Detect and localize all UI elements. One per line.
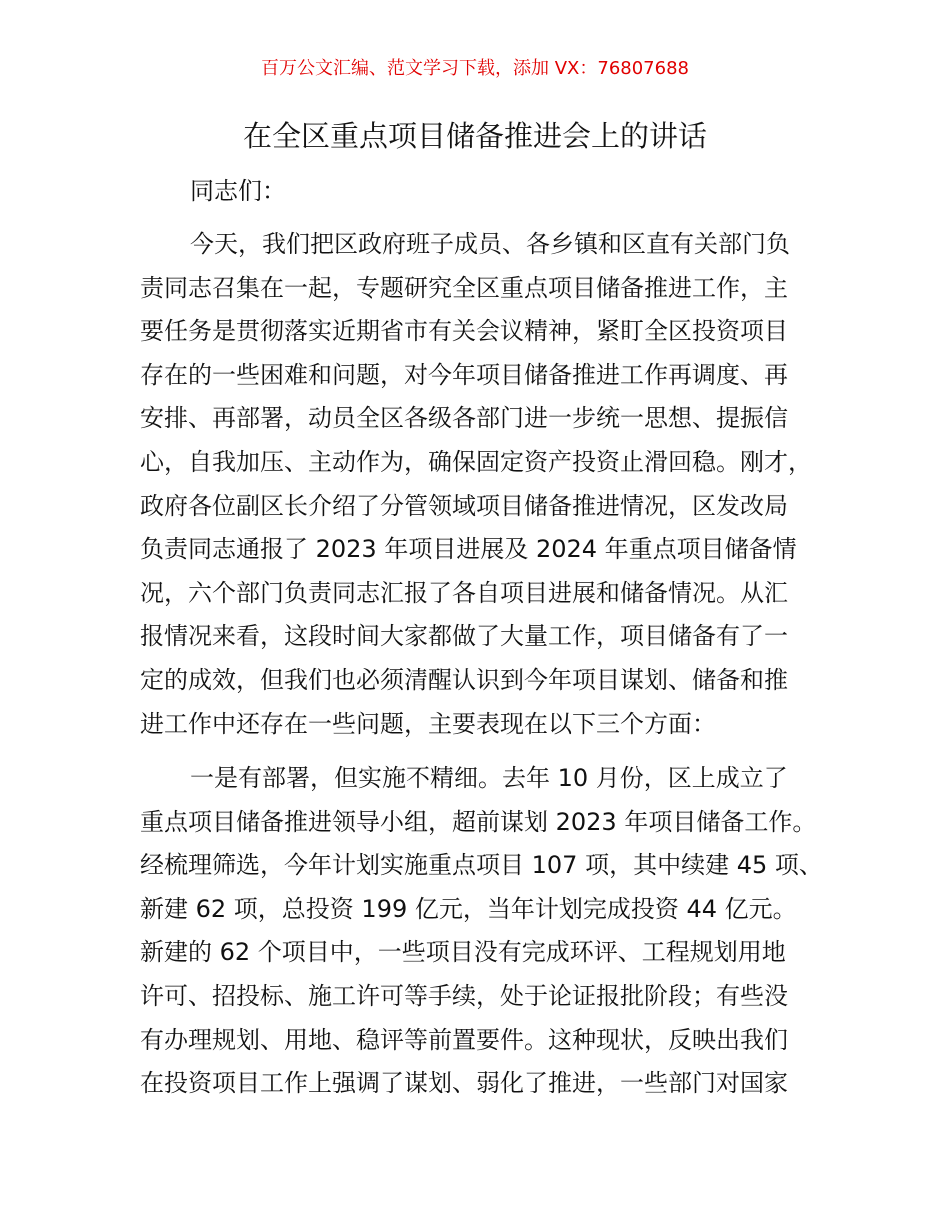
paragraph-line: 存在的一些困难和问题，对今年项目储备推进工作再调度、再 — [140, 360, 788, 389]
paragraph-line: 新建 62 项，总投资 199 亿元，当年计划完成投资 44 亿元。 — [140, 894, 797, 923]
salutation: 同志们： — [190, 177, 286, 205]
paragraph-line: 进工作中还存在一些问题，主要表现在以下三个方面： — [140, 709, 716, 738]
paragraph-line: 经梳理筛选，今年计划实施重点项目 107 项，其中续建 45 项、 — [140, 851, 823, 880]
paragraph-line: 政府各位副区长介绍了分管领域项目储备推进情况，区发改局 — [140, 491, 788, 520]
paragraph-line: 负责同志通报了 2023 年项目进展及 2024 年重点项目储备情 — [140, 535, 797, 564]
paragraph-line: 有办理规划、用地、稳评等前置要件。这种现状，反映出我们 — [140, 1025, 788, 1054]
paragraph-line: 在投资项目工作上强调了谋划、弱化了推进，一些部门对国家 — [140, 1069, 788, 1098]
paragraph-line: 重点项目储备推进领导小组，超前谋划 2023 年项目储备工作。 — [140, 807, 817, 836]
paragraph-line: 今天，我们把区政府班子成员、各乡镇和区直有关部门负 — [190, 230, 790, 258]
paragraph-line: 责同志召集在一起，专题研究全区重点项目储备推进工作，主 — [140, 273, 788, 302]
paragraph-line: 定的成效，但我们也必须清醒认识到今年项目谋划、储备和推 — [140, 665, 788, 694]
paragraph-line: 许可、招投标、施工许可等手续，处于论证报批阶段；有些没 — [140, 981, 788, 1010]
paragraph-line: 安排、再部署，动员全区各级各部门进一步统一思想、提振信 — [140, 404, 788, 433]
document-title: 在全区重点项目储备推进会上的讲话 — [242, 119, 707, 153]
paragraph-line: 报情况来看，这段时间大家都做了大量工作，项目储备有了一 — [140, 622, 788, 651]
watermark-header: 百万公文汇编、范文学习下载，添加 VX：76807688 — [261, 58, 689, 79]
paragraph-line: 况，六个部门负责同志汇报了各自项目进展和储备情况。从汇 — [140, 578, 788, 607]
paragraph-2 — [140, 757, 823, 1106]
paragraph-line: 心，自我加压、主动作为，确保固定资产投资止滑回稳。刚才， — [140, 447, 812, 476]
paragraph-line: 新建的 62 个项目中，一些项目没有完成环评、工程规划用地 — [140, 938, 786, 967]
paragraph-1 — [140, 223, 810, 746]
paragraph-line: 一是有部署，但实施不精细。去年 10 月份，区上成立了 — [190, 764, 788, 792]
paragraph-line: 要任务是贯彻落实近期省市有关会议精神，紧盯全区投资项目 — [140, 317, 788, 346]
